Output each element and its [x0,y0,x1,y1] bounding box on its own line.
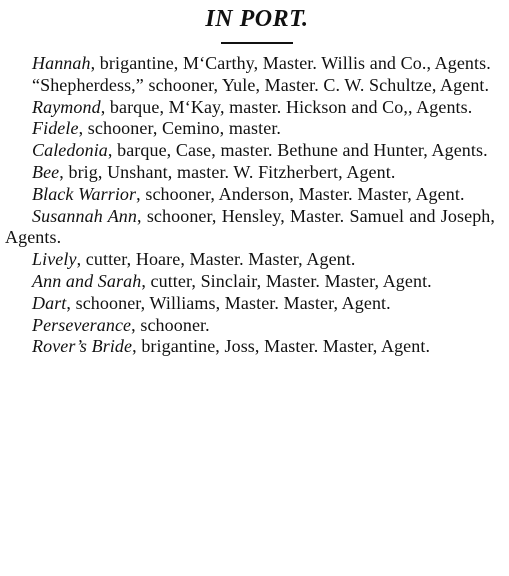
heading-rule [221,42,293,44]
shipping-entry [5,315,495,337]
ship-name: Perseverance [32,314,132,335]
entry-details: , barque, Case, master. Bethune and Hunter, Agents. [107,140,488,161]
shipping-entry [5,249,495,271]
entry-details: , schooner. [131,314,210,335]
entry-details: , brigantine, M‘Carthy, Master. Willis and Co., Agents. [90,53,491,73]
shipping-entry [5,140,495,162]
ship-name: Caledonia [32,140,108,161]
entry-details: , cutter, Sinclair, Master. Master, Agent. [141,270,432,291]
section-heading: IN PORT. [205,6,309,32]
shipping-entry [5,53,495,75]
entry-details: , schooner, Williams, Master. Master, Agent. [66,292,391,313]
shipping-entry [5,271,495,293]
ship-name: Rover’s Bride [32,336,133,357]
shipping-entry [5,97,495,119]
entry-details: , brig, Unshant, master. W. Fitzherbert, Agent. [59,161,396,182]
entry-details: “Shepherdess,” schooner, Yule, Master. C. W. Schultze, Agent. [32,74,490,95]
shipping-entry [5,293,495,315]
ship-name: Lively [32,249,77,270]
shipping-entry [5,75,495,97]
ship-name: Raymond [32,96,101,117]
shipping-entry [5,206,495,250]
ship-name: Bee [32,161,60,182]
shipping-entry [5,336,495,358]
shipping-entry [5,184,495,206]
ship-name: Susannah Ann [32,205,137,226]
entry-details: , cutter, Hoare, Master. Master, Agent. [76,249,356,270]
entry-details: , barque, M‘Kay, master. Hickson and Co,, Agents. [100,96,473,117]
shipping-entry [5,118,495,140]
entry-details: , schooner, Cemino, master. [78,118,282,139]
ship-name: Ann and Sarah [32,270,142,291]
ship-name: Fidele [32,118,79,139]
ship-name: Dart [32,292,67,313]
entry-details: , schooner, Anderson, Master. Master, Agent. [136,183,465,204]
shipping-entry [5,162,495,184]
entry-details: , brigantine, Joss, Master. Master, Agent. [132,336,431,357]
entry-details: , schooner, Hensley, Master. Samuel and Joseph, Agents. [5,205,495,248]
ship-name: Black Warrior [32,183,137,204]
ship-name: Hannah [32,53,91,73]
